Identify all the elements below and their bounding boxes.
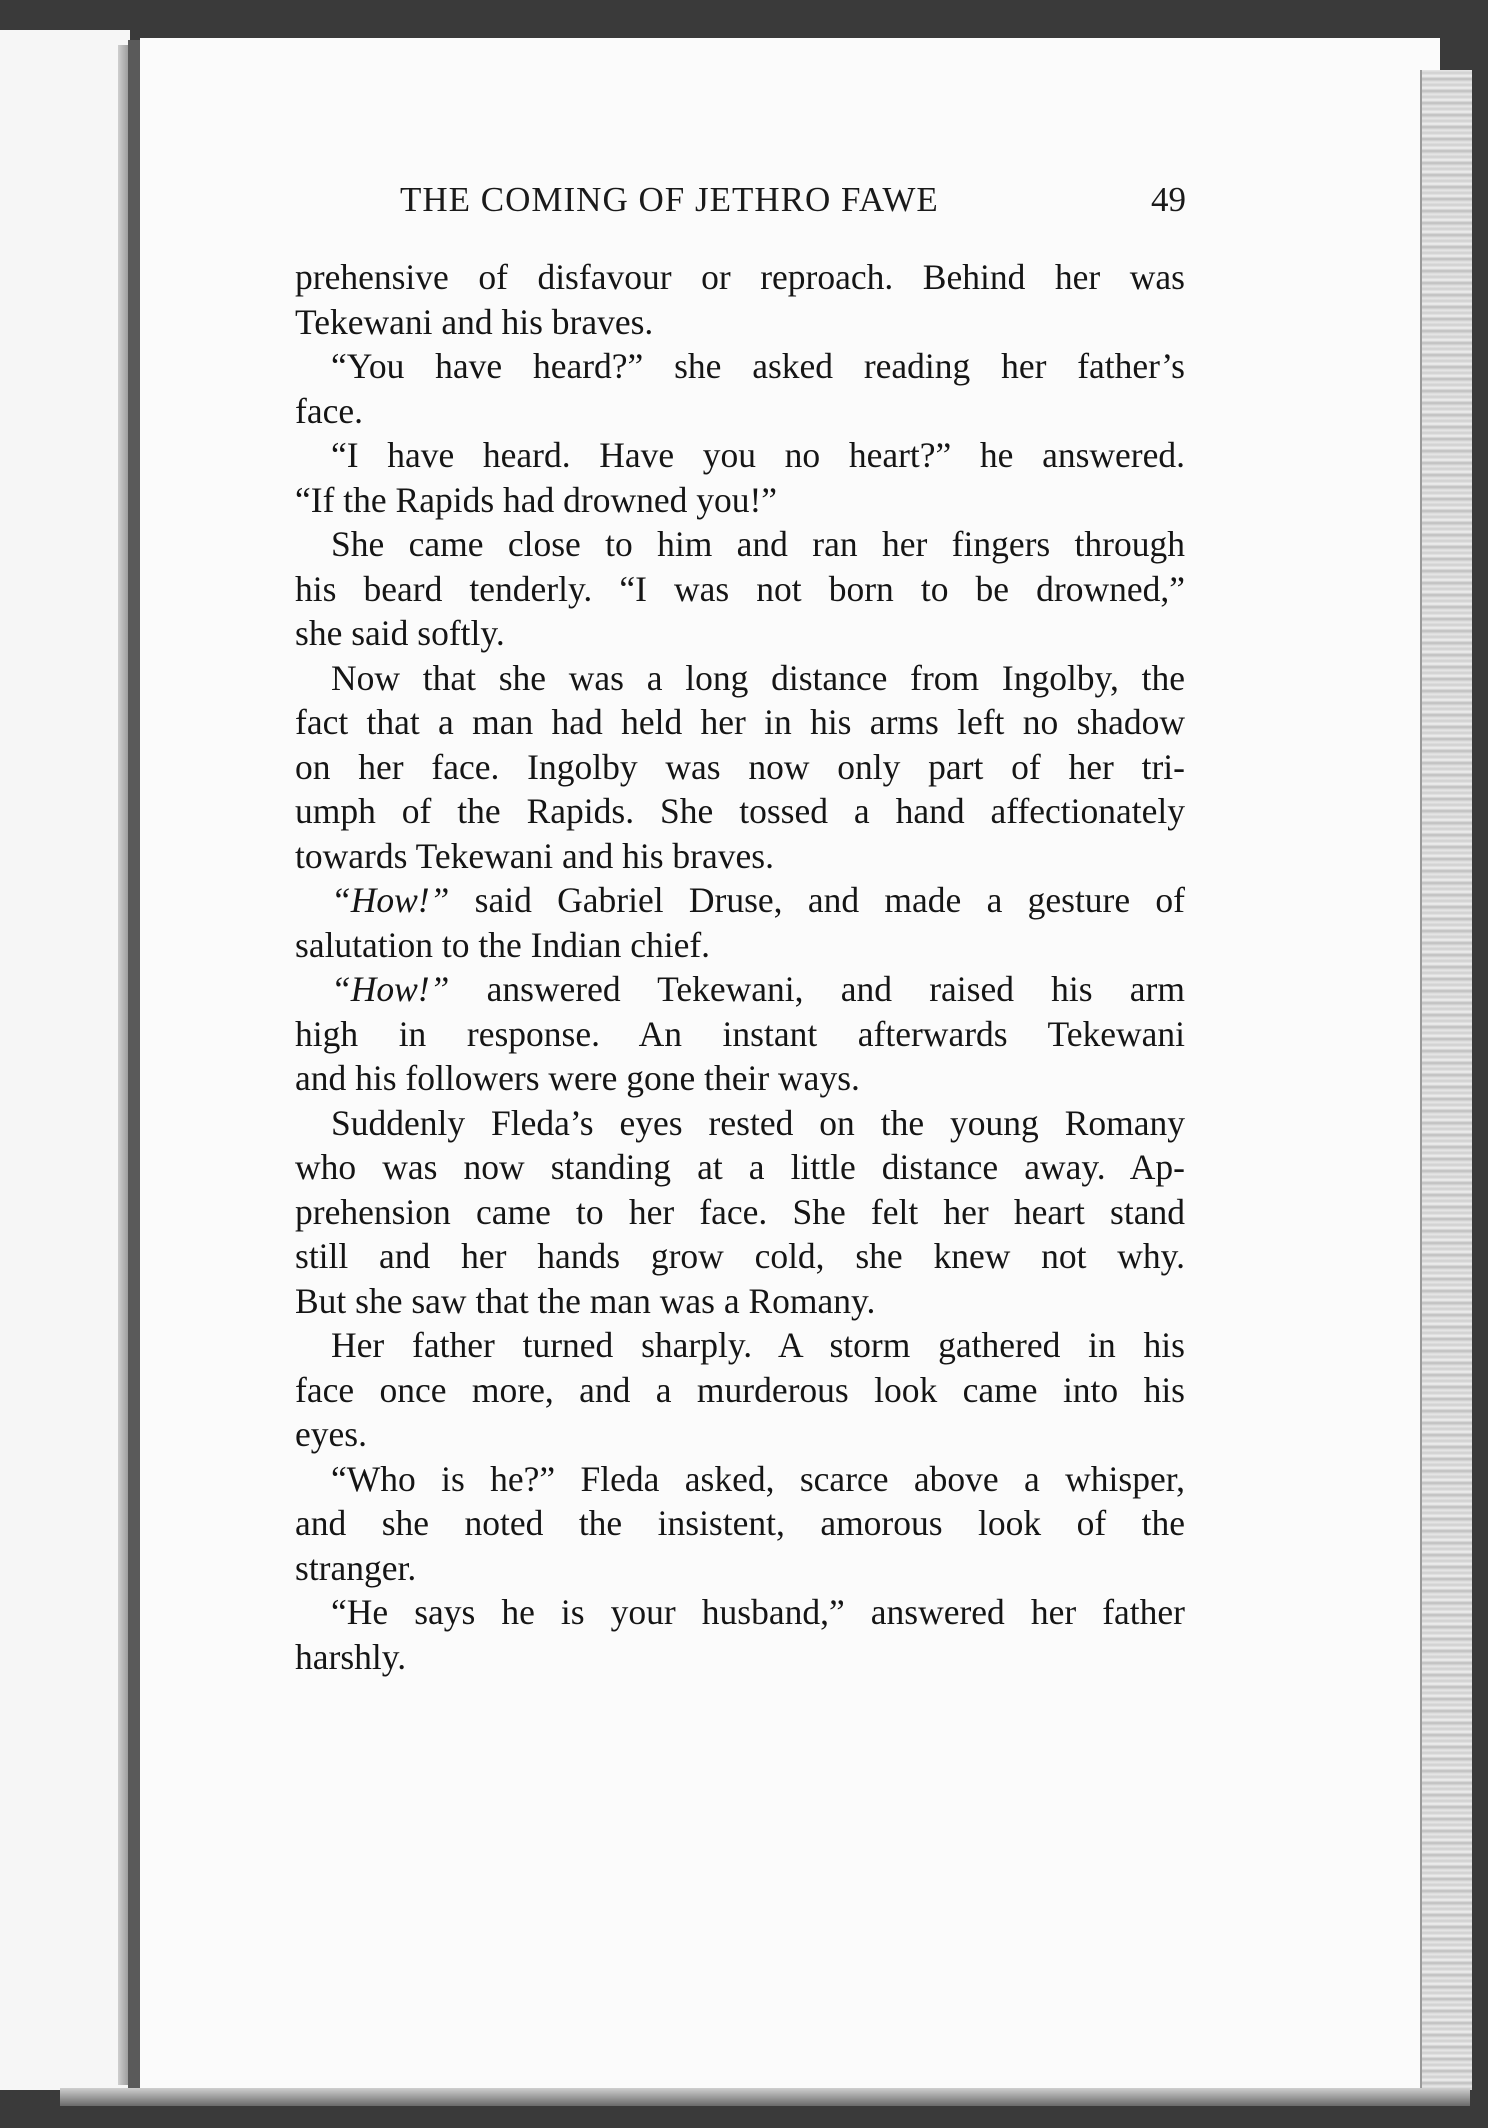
text-line: eyes. bbox=[295, 1414, 367, 1454]
text-line: and his followers were gone their ways. bbox=[295, 1058, 860, 1098]
text-line: his beard tenderly. “I was not born to be drowned,” bbox=[295, 568, 1185, 609]
text-line: she said softly. bbox=[295, 613, 505, 653]
text-line: “He says he is your husband,” answered her father bbox=[331, 1592, 1185, 1632]
left-facing-page bbox=[0, 30, 130, 2090]
text-line: and she noted the insistent, amorous look of the bbox=[295, 1503, 1185, 1543]
text-line-rest: said Gabriel Druse, and made a gesture of bbox=[474, 880, 1185, 920]
text-line: Tekewani and his braves. bbox=[295, 301, 654, 342]
italic-exclamation: “How!” bbox=[331, 969, 450, 1009]
text-line: face once more, and a murderous look came into his bbox=[295, 1369, 1185, 1410]
text-line: who was now standing at a little distance away. Ap- bbox=[295, 1147, 1185, 1187]
text-line: Her father turned sharply. A storm gathered in his bbox=[331, 1325, 1185, 1365]
page-stack-edge bbox=[1420, 70, 1472, 2090]
page-text bbox=[295, 255, 1185, 1679]
text-line-rest: answered Tekewani, and raised his arm bbox=[486, 969, 1185, 1009]
text-line: harshly. bbox=[295, 1636, 407, 1677]
text-line: stranger. bbox=[295, 1547, 417, 1588]
text-line: on her face. Ingolby was now only part of her tri- bbox=[295, 746, 1185, 787]
text-line: face. bbox=[295, 390, 363, 431]
text-line: high in response. An instant afterwards Tekewani bbox=[295, 1013, 1185, 1054]
text-line: But she saw that the man was a Romany. bbox=[295, 1280, 876, 1321]
text-line-with-italic bbox=[295, 878, 1185, 923]
text-line: Now that she was a long distance from Ingolby, the bbox=[331, 657, 1185, 698]
text-line: Suddenly Fleda’s eyes rested on the young Romany bbox=[331, 1102, 1185, 1143]
text-line-with-italic bbox=[295, 967, 1185, 1012]
text-line: towards Tekewani and his braves. bbox=[295, 835, 774, 876]
text-line: still and her hands grow cold, she knew not why. bbox=[295, 1236, 1185, 1276]
page-bottom-edge bbox=[60, 2088, 1470, 2106]
text-line: salutation to the Indian chief. bbox=[295, 924, 711, 965]
text-line: umph of the Rapids. She tossed a hand affectionately bbox=[295, 791, 1185, 831]
text-line: “Who is he?” Fleda asked, scarce above a whisper, bbox=[331, 1458, 1185, 1499]
text-line: “You have heard?” she asked reading her father’s bbox=[331, 346, 1185, 386]
text-line: fact that a man had held her in his arms left no shadow bbox=[295, 702, 1185, 742]
text-line: “If the Rapids had drowned you!” bbox=[295, 479, 778, 520]
page-number: 49 bbox=[1151, 180, 1186, 219]
text-line: She came close to him and ran her fingers through bbox=[331, 524, 1185, 564]
text-line: prehension came to her face. She felt her heart stand bbox=[295, 1191, 1185, 1232]
text-line: prehensive of disfavour or reproach. Behind her was bbox=[295, 257, 1185, 297]
running-head bbox=[400, 180, 1186, 230]
italic-exclamation: “How!” bbox=[331, 880, 450, 920]
text-line: “I have heard. Have you no heart?” he answered. bbox=[331, 435, 1185, 475]
running-title: THE COMING OF JETHRO FAWE bbox=[400, 180, 939, 219]
